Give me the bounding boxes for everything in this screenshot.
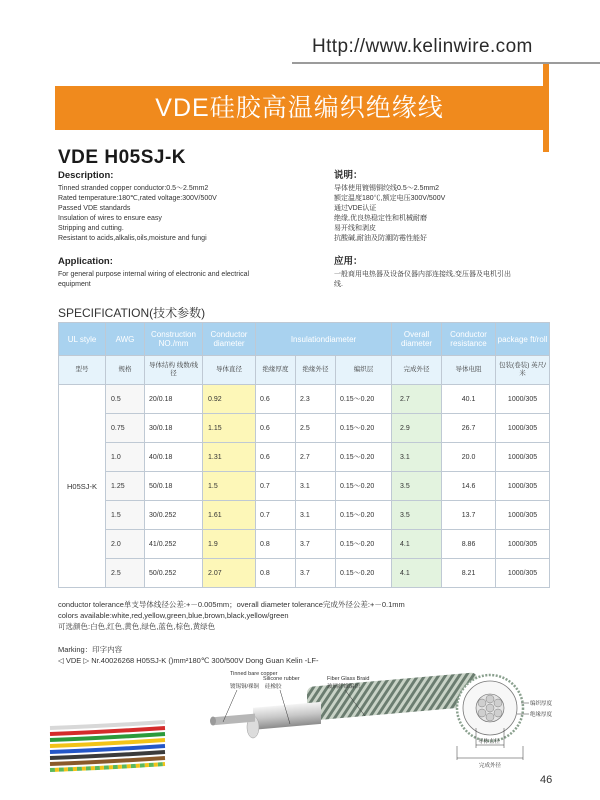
label-silicone-en: Silicone rubber (263, 676, 300, 682)
col-cn-package: 包装(卷装) 英尺/米 (496, 356, 550, 385)
white-wire (50, 722, 165, 728)
col-cn-overall: 完成外径 (392, 356, 442, 385)
spec-table-body (59, 385, 550, 588)
package-cell: 1000/305 (496, 385, 550, 414)
conductor-diameter-cell: 1.15 (203, 414, 256, 443)
application-en (58, 256, 318, 290)
tolerance-note: conductor tolerance单支导体线径公差:+－0.005mm；overall diameter tolerance完成外径公差:+－0.1mm (58, 600, 405, 609)
application-heading-en: Application: (58, 256, 113, 267)
package-cell: 1000/305 (496, 472, 550, 501)
strand (478, 709, 486, 717)
strand (486, 704, 494, 712)
overall-cell: 4.1 (392, 530, 442, 559)
strand (478, 699, 486, 707)
desc-line-en: Rated temperature:180℃,rated voltage:300V/500V (58, 195, 217, 202)
col-package: package ft/roll (496, 323, 550, 356)
conductor-end (210, 717, 216, 726)
ul-style-cell: H05SJ-K (59, 385, 106, 588)
page-title: VDE硅胶高温编织绝缘线 (155, 94, 444, 122)
outer-cell: 3.1 (296, 501, 336, 530)
desc-line-en: Resistant to acids,alkalis,oils,moisture and fungi (58, 235, 207, 242)
desc-line-cn: 抗酸碱,耐油及防潮防霉性能好 (334, 235, 427, 242)
col-resistance: Conductor resistance (442, 323, 496, 356)
awg-cell: 0.75 (106, 414, 145, 443)
overall-cell: 2.9 (392, 414, 442, 443)
desc-line-en: Insulation of wires to ensure easy (58, 215, 162, 222)
col-ul-style: UL style (59, 323, 106, 356)
desc-line-cn: 绝缘,优良热稳定性和机械耐磨 (334, 215, 427, 222)
desc-line-en: Tinned stranded copper conductor:0.5～2.5mm2 (58, 185, 209, 192)
col-cn-spec: 规格 (106, 356, 145, 385)
braid-cell: 0.15～0.20 (336, 472, 392, 501)
label-braid-thickness: 编织厚度 (530, 701, 553, 707)
conductor-diameter-cell: 0.92 (203, 385, 256, 414)
strand (486, 713, 494, 721)
label-copper-cn: 镀锡铜/裸铜 (230, 684, 260, 690)
page-number: 46 (540, 774, 553, 786)
thickness-cell: 0.8 (256, 530, 296, 559)
conductor-diameter-cell: 1.31 (203, 443, 256, 472)
desc-line-cn: 导体使用镀锡铜绞线0.5～2.5mm2 (334, 185, 440, 192)
awg-cell: 0.5 (106, 385, 145, 414)
conductor-diameter-cell: 1.5 (203, 472, 256, 501)
col-construction: Construction NO./mm (145, 323, 203, 356)
construction-cell: 50/0.18 (145, 472, 203, 501)
col-conductor-diameter: Conductor diameter (203, 323, 256, 356)
package-cell: 1000/305 (496, 530, 550, 559)
overall-cell: 2.7 (392, 385, 442, 414)
overall-cell: 4.1 (392, 559, 442, 588)
col-cn-resistance: 导体电阻 (442, 356, 496, 385)
label-conductor-diameter: 导体直径 (478, 739, 501, 745)
construction-cell: 30/0.18 (145, 414, 203, 443)
col-cn-ins-outer: 绝缘外径 (296, 356, 336, 385)
table-row (59, 385, 550, 414)
package-cell: 1000/305 (496, 501, 550, 530)
silicone-layer (253, 702, 321, 730)
app-line-en: For general purpose internal wiring of electronic and electrical (58, 271, 250, 278)
desc-line-cn: 额定温度180℃,额定电压300V/500V (334, 195, 446, 202)
app-line-cn: 线. (334, 281, 343, 288)
cable-cutaway (210, 672, 477, 738)
desc-line-en: Passed VDE standards (58, 205, 131, 212)
col-cn-structure: 导体结构 线数/线径 (145, 356, 203, 385)
awg-cell: 2.0 (106, 530, 145, 559)
awg-cell: 1.25 (106, 472, 145, 501)
description-cn (334, 170, 554, 244)
header-row-en (59, 323, 550, 356)
resistance-cell: 14.6 (442, 472, 496, 501)
label-overall-diameter: 完成外径 (479, 763, 502, 769)
table-row (59, 472, 550, 501)
resistance-cell: 40.1 (442, 385, 496, 414)
model-heading: VDE H05SJ-K (58, 147, 186, 168)
description-heading-en: Description: (58, 170, 114, 181)
resistance-cell: 8.21 (442, 559, 496, 588)
braid-cell: 0.15～0.20 (336, 530, 392, 559)
app-line-en: equipment (58, 281, 91, 288)
construction-cell: 20/0.18 (145, 385, 203, 414)
col-cn-ins-thickness: 绝缘厚度 (256, 356, 296, 385)
outer-cell: 2.7 (296, 443, 336, 472)
overall-cell: 3.5 (392, 501, 442, 530)
outer-cell: 3.1 (296, 472, 336, 501)
colors-cn-note: 可选颜色:白色,红色,黄色,绿色,蓝色,棕色,黄绿色 (58, 622, 216, 631)
braid-cell: 0.15～0.20 (336, 414, 392, 443)
url-header (292, 33, 600, 63)
braid-cell: 0.15～0.20 (336, 443, 392, 472)
outer-cell: 3.7 (296, 530, 336, 559)
marking-text: ◁ VDE ▷ Nr.40026268 H05SJ-K ()mm²180℃ 300/500V Dong Guan Kelin -LF- (58, 656, 319, 665)
thickness-cell: 0.6 (256, 414, 296, 443)
awg-cell: 1.0 (106, 443, 145, 472)
package-cell: 1000/305 (496, 559, 550, 588)
package-cell: 1000/305 (496, 443, 550, 472)
table-row (59, 559, 550, 588)
table-row (59, 530, 550, 559)
col-cn-diameter: 导体直径 (203, 356, 256, 385)
application-cn (334, 256, 554, 290)
application-heading-cn: 应用： (334, 256, 363, 267)
overall-cell: 3.1 (392, 443, 442, 472)
colored-wires (50, 722, 165, 770)
cable-illustration (45, 668, 553, 778)
overall-cell: 3.5 (392, 472, 442, 501)
label-braid-cn: 玻璃纤维编织 (327, 684, 361, 690)
strand (494, 709, 502, 717)
col-insulation: Insulationdiameter (256, 323, 392, 356)
col-overall: Overall diameter (392, 323, 442, 356)
table-row (59, 414, 550, 443)
thickness-cell: 0.7 (256, 472, 296, 501)
outer-cell: 3.7 (296, 559, 336, 588)
description-heading-cn: 说明： (334, 170, 363, 181)
thickness-cell: 0.8 (256, 559, 296, 588)
colors-en-note: colors available:white,red,yellow,green,blue,brown,black,yellow/green (58, 611, 289, 620)
awg-cell: 2.5 (106, 559, 145, 588)
col-cn-braid: 编织层 (336, 356, 392, 385)
col-cn-model: 型号 (59, 356, 106, 385)
col-awg: AWG (106, 323, 145, 356)
header-row-cn (59, 356, 550, 385)
spec-title: SPECIFICATION(技术参数) (58, 306, 206, 320)
description-en (58, 170, 318, 244)
website-url: Http://www.kelinwire.com (312, 36, 533, 57)
package-cell: 1000/305 (496, 414, 550, 443)
notes (58, 599, 550, 632)
app-line-cn: 一般商用电热器及设备仪器内部连接线,变压器及电机引出 (334, 271, 511, 278)
thickness-cell: 0.7 (256, 501, 296, 530)
outer-cell: 2.3 (296, 385, 336, 414)
label-copper-en: Tinned bare copper (230, 671, 278, 677)
cross-section-diagram (457, 675, 553, 769)
outer-cell: 2.5 (296, 414, 336, 443)
spec-table (58, 322, 550, 588)
construction-cell: 41/0.252 (145, 530, 203, 559)
table-row (59, 501, 550, 530)
desc-line-cn: 通过VDE认证 (334, 205, 377, 212)
header-rule (292, 62, 600, 64)
label-insulation-thickness: 绝缘厚度 (530, 712, 553, 718)
thickness-cell: 0.6 (256, 443, 296, 472)
table-row (59, 443, 550, 472)
desc-line-cn: 易开线和剥皮 (334, 225, 376, 232)
title-band (55, 86, 544, 130)
label-silicone-cn: 硅橡胶 (265, 684, 282, 690)
conductor-diameter-cell: 1.9 (203, 530, 256, 559)
braid-cell: 0.15～0.20 (336, 385, 392, 414)
label-braid-en: Fiber Glass Braid (327, 676, 370, 682)
construction-cell: 30/0.252 (145, 501, 203, 530)
resistance-cell: 26.7 (442, 414, 496, 443)
construction-cell: 40/0.18 (145, 443, 203, 472)
conductor-diameter-cell: 2.07 (203, 559, 256, 588)
strand (486, 695, 494, 703)
construction-cell: 50/0.252 (145, 559, 203, 588)
conductor-diameter-cell: 1.61 (203, 501, 256, 530)
strand (494, 699, 502, 707)
resistance-cell: 20.0 (442, 443, 496, 472)
awg-cell: 1.5 (106, 501, 145, 530)
resistance-cell: 13.7 (442, 501, 496, 530)
desc-line-en: Stripping and cutting. (58, 225, 124, 232)
marking-label: Marking：印字内容 (58, 645, 123, 654)
braid-cell: 0.15～0.20 (336, 501, 392, 530)
thickness-cell: 0.6 (256, 385, 296, 414)
braid-cell: 0.15～0.20 (336, 559, 392, 588)
resistance-cell: 8.86 (442, 530, 496, 559)
